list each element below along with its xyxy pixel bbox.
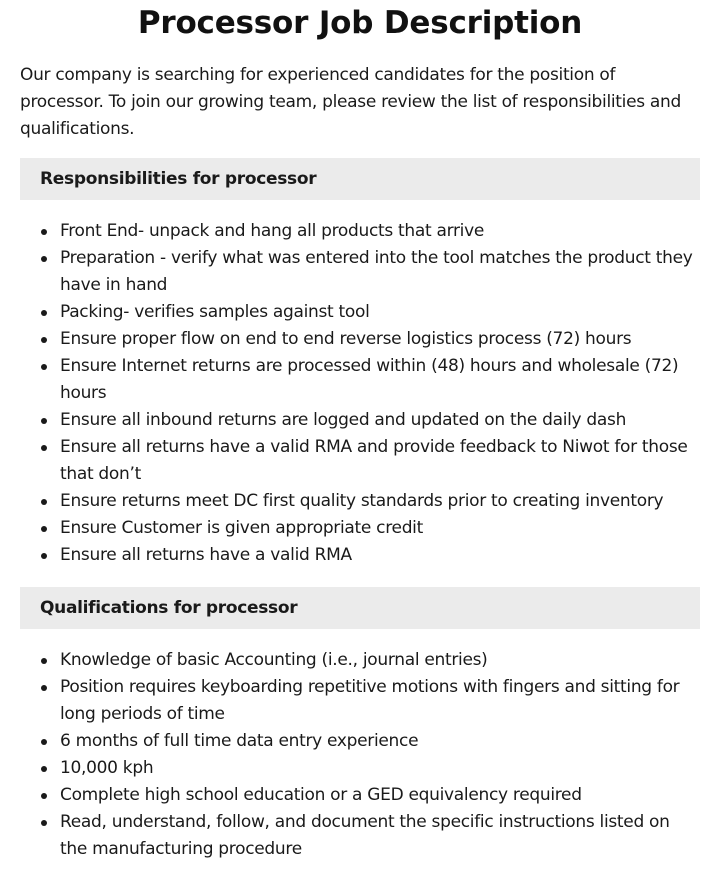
intro-paragraph: Our company is searching for experienced candidates for the position of processor. To join our growing team, please review the list of responsibilities and qualifications. bbox=[20, 65, 682, 139]
bullet-icon bbox=[41, 739, 47, 745]
list-item-text: Read, understand, follow, and document the specific instructions listed on the manufacturing procedure bbox=[60, 812, 670, 859]
list-item bbox=[20, 353, 700, 407]
bullet-icon bbox=[41, 337, 47, 343]
list-item-text: Ensure all returns have a valid RMA bbox=[60, 545, 352, 565]
list-item-text: Front End- unpack and hang all products that arrive bbox=[60, 221, 485, 241]
list-item-text: Complete high school education or a GED equivalency required bbox=[60, 785, 582, 805]
list-item bbox=[20, 407, 700, 434]
bullet-icon bbox=[41, 526, 47, 532]
bullet-icon bbox=[41, 820, 47, 826]
list-item-text: Knowledge of basic Accounting (i.e., journal entries) bbox=[60, 650, 488, 670]
bullet-icon bbox=[41, 418, 47, 424]
list-item bbox=[20, 755, 700, 782]
qualifications-list bbox=[20, 647, 700, 863]
responsibilities-list bbox=[20, 218, 700, 569]
responsibilities-heading: Responsibilities for processor bbox=[20, 158, 700, 200]
list-item bbox=[20, 809, 700, 863]
bullet-icon bbox=[41, 766, 47, 772]
list-item-text: Ensure all inbound returns are logged and updated on the daily dash bbox=[60, 410, 627, 430]
list-item bbox=[20, 218, 700, 245]
bullet-icon bbox=[41, 499, 47, 505]
bullet-icon bbox=[41, 658, 47, 664]
list-item-text: Ensure all returns have a valid RMA and provide feedback to Niwot for those that don’t bbox=[60, 437, 688, 484]
bullet-icon bbox=[41, 229, 47, 235]
list-item bbox=[20, 728, 700, 755]
bullet-icon bbox=[41, 793, 47, 799]
bullet-icon bbox=[41, 445, 47, 451]
bullet-icon bbox=[41, 364, 47, 370]
list-item bbox=[20, 299, 700, 326]
list-item-text: Ensure Customer is given appropriate credit bbox=[60, 518, 423, 538]
list-item bbox=[20, 488, 700, 515]
list-item-text: Position requires keyboarding repetitive motions with fingers and sitting for long periods of time bbox=[60, 677, 680, 724]
bullet-icon bbox=[41, 310, 47, 316]
list-item bbox=[20, 434, 700, 488]
bullet-icon bbox=[41, 553, 47, 559]
list-item-text: 6 months of full time data entry experience bbox=[60, 731, 419, 751]
list-item-text: Preparation - verify what was entered into the tool matches the product they have in hand bbox=[60, 248, 693, 295]
list-item-text: Ensure proper flow on end to end reverse logistics process (72) hours bbox=[60, 329, 632, 349]
list-item bbox=[20, 515, 700, 542]
list-item-text: Ensure returns meet DC first quality standards prior to creating inventory bbox=[60, 491, 664, 511]
list-item bbox=[20, 245, 700, 299]
list-item-text: 10,000 kph bbox=[60, 758, 154, 778]
list-item bbox=[20, 326, 700, 353]
page-title: Processor Job Description bbox=[137, 5, 583, 41]
list-item-text: Ensure Internet returns are processed within (48) hours and wholesale (72) hours bbox=[60, 356, 679, 403]
bullet-icon bbox=[41, 256, 47, 262]
list-item bbox=[20, 647, 700, 674]
list-item bbox=[20, 674, 700, 728]
list-item bbox=[20, 782, 700, 809]
qualifications-heading: Qualifications for processor bbox=[20, 587, 700, 629]
list-item bbox=[20, 542, 700, 569]
list-item-text: Packing- verifies samples against tool bbox=[60, 302, 370, 322]
bullet-icon bbox=[41, 685, 47, 691]
